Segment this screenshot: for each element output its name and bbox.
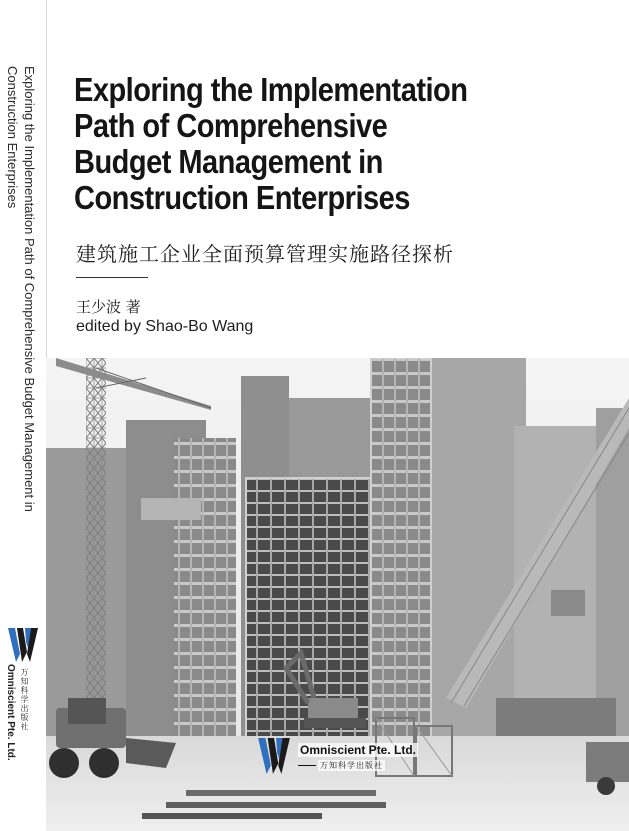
divider xyxy=(76,277,148,278)
publisher-name-en: Omniscient Pte. Ltd. xyxy=(300,743,417,757)
book-spine xyxy=(0,0,47,831)
divider xyxy=(298,765,316,766)
book-subtitle-cn: 建筑施工企业全面预算管理实施路径探析 xyxy=(76,242,454,266)
spine-publisher-cn: 万知科学出版社 xyxy=(20,668,29,731)
spine-title: Exploring the Implementation Path of Comprehensive Budget Management in Construction Enterprises xyxy=(5,66,37,512)
publisher-logo-icon xyxy=(256,738,292,774)
publisher-name-cn: 万知科学出版社 xyxy=(320,761,383,770)
spine-publisher-en: Omniscient Pte. Ltd. xyxy=(5,664,16,761)
author-cn: 王少波 著 xyxy=(76,298,141,316)
publisher-logo-icon xyxy=(8,628,38,662)
author-en: edited by Shao-Bo Wang xyxy=(76,318,254,335)
book-title: Exploring the Implementation Path of Comprehensive Budget Management in Construction Enterprises xyxy=(74,71,468,216)
